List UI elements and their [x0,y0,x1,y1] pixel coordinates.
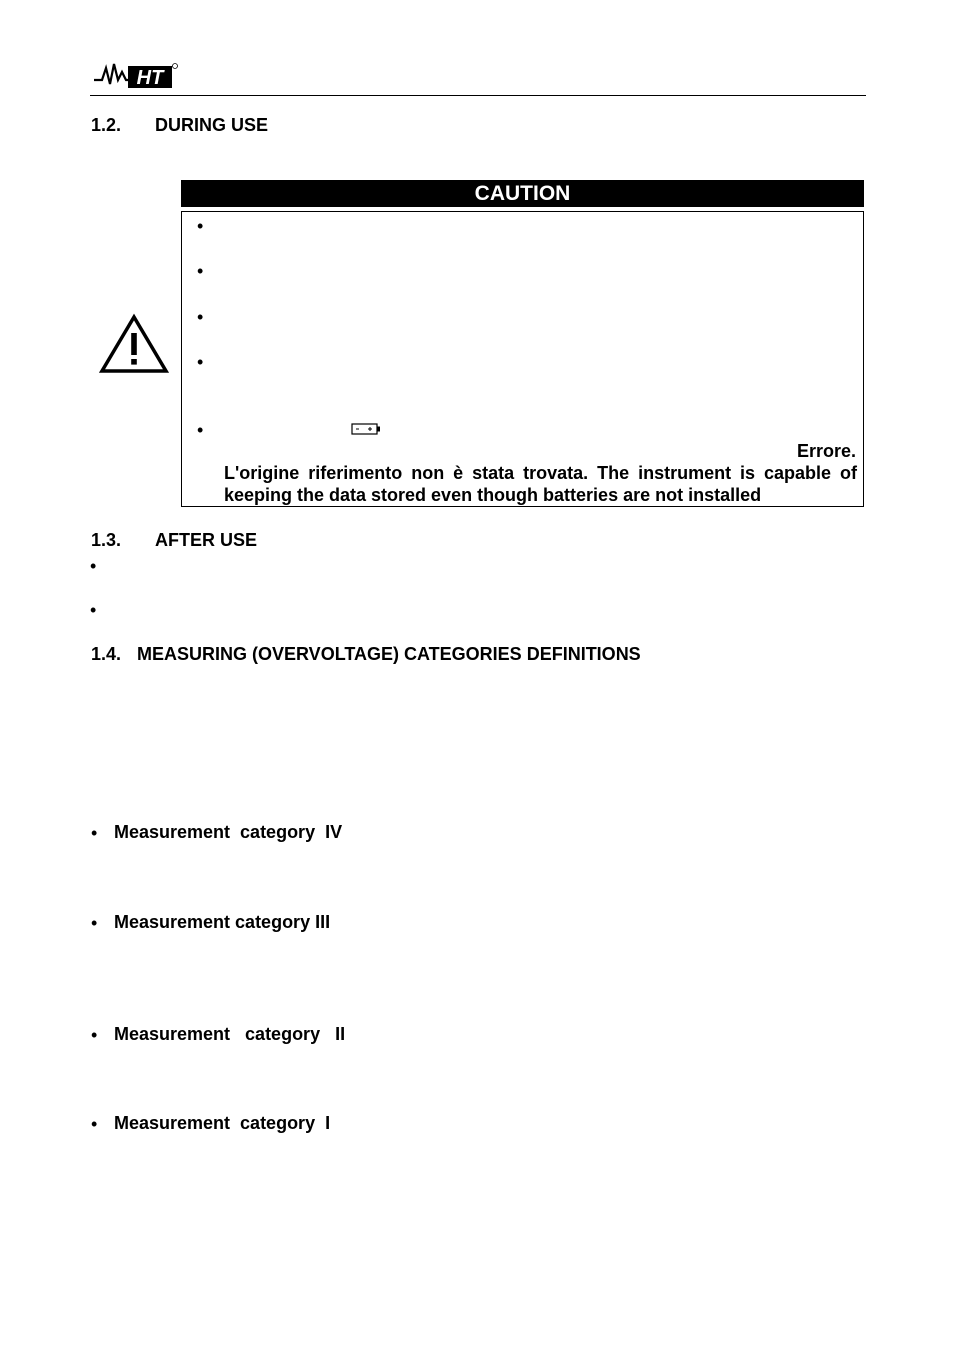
caution-bullet-2: • [197,261,204,281]
section-title-categories: MEASURING (OVERVOLTAGE) CATEGORIES DEFINITIONS [137,644,641,664]
caution-bullet-4: • [197,352,204,372]
section-title-after-use: AFTER USE [155,530,258,550]
warning-triangle-icon [98,313,170,375]
category-label-iv: Measurement category IV [114,822,343,842]
caution-bullet-5: • [197,420,204,440]
after-use-bullet-2: • [90,600,97,620]
section-title-during-use: DURING USE [155,115,269,135]
category-bullet-ii: • [91,1025,98,1045]
caution-bullet-1: • [197,216,204,236]
category-bullet-iv: • [91,823,98,843]
logo-text: HT [136,67,164,89]
header-rule [90,95,866,96]
section-number-after-use: 1.3. [91,530,122,550]
caution-text-line-1: L'origine riferimento non è stata trovata. The instrument is capable of [224,463,857,483]
category-bullet-i: • [91,1114,98,1134]
caution-error-word: Errore. [796,441,856,461]
battery-icon [351,422,381,434]
caution-heading: CAUTION [181,180,864,207]
section-number-during-use: 1.2. [91,115,122,135]
after-use-bullet-1: • [90,556,97,576]
caution-text-line-2: keeping the data stored even though batteries are not installed [224,485,762,505]
category-label-iii: Measurement category III [114,912,331,932]
caution-bullet-3: • [197,307,204,327]
category-label-i: Measurement category I [114,1113,331,1133]
category-bullet-iii: • [91,913,98,933]
section-number-categories: 1.4. [91,644,122,664]
ht-logo-icon [92,58,178,90]
ht-logo [92,58,178,90]
category-label-ii: Measurement category II [114,1024,346,1044]
